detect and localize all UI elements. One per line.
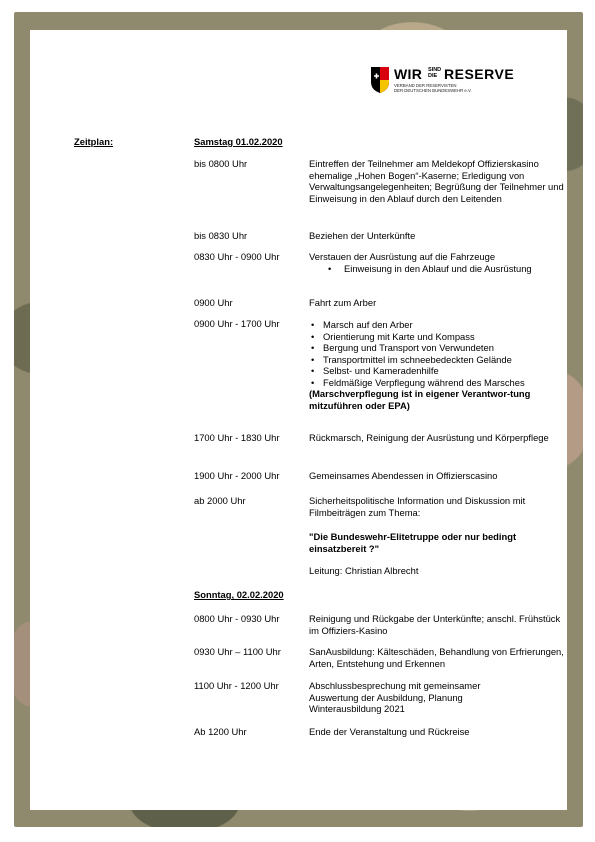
entry-time: 0900 Uhr - 1700 Uhr [194,318,280,329]
reservistenverband-logo [370,66,530,96]
entry-time: bis 0830 Uhr [194,230,248,241]
list-item: • Marsch auf den Arber [309,319,565,331]
entry-text: Rückmarsch, Reinigung der Ausrüstung und Körperpflege [309,432,549,443]
entry-time: 0800 Uhr - 0930 Uhr [194,613,280,624]
list-item: • Selbst- und Kameradenhilfe [309,365,565,377]
bold-note: (Marschverpflegung ist in eigener Verantwor-tung mitzuführen oder EPA) [309,388,531,411]
bullet-list [309,319,565,388]
entry-text: Verstauen der Ausrüstung auf die Fahrzeuge [309,251,496,262]
schedule-heading: Zeitplan: [74,136,114,147]
logo-reserve: RESERVE [444,66,515,82]
logo-sind-die: SIND DIE [428,67,442,79]
entry-text: Ende der Veranstaltung und Rückreise [309,726,470,737]
list-item: • Bergung und Transport von Verwundeten [309,342,565,354]
entry-time: ab 2000 Uhr [194,495,246,506]
day2-title: Sonntag, 02.02.2020 [194,589,284,600]
entry-text: Gemeinsames Abendessen in Offizierscasino [309,470,498,481]
bullet-list [309,263,565,275]
logo-verband-text: VERBAND DER RESERVISTEN DER DEUTSCHEN BUNDESWEHR e.V. [394,83,472,93]
entry-time: 1100 Uhr - 1200 Uhr [194,680,279,691]
list-item: • Orientierung mit Karte und Kompass [309,331,565,343]
entry-text: Fahrt zum Arber [309,297,377,308]
entry-time: 1700 Uhr - 1830 Uhr [194,432,280,443]
talk-lead: Leitung: Christian Albrecht [309,565,419,576]
shield-icon [370,66,390,94]
entry-time: Ab 1200 Uhr [194,726,247,737]
entry-text: Beziehen der Unterkünfte [309,230,416,241]
entry-time: 0900 Uhr [194,297,233,308]
list-item: • Feldmäßige Verpflegung während des Marsches [309,377,565,389]
entry-time: 1900 Uhr - 2000 Uhr [194,470,280,481]
entry-block [309,319,565,411]
entry-text: Sicherheitspolitische Information und Diskussion mit Filmbeiträgen zum Thema: [309,495,526,518]
list-item: • Einweisung in den Ablauf und die Ausrüstung [309,263,565,275]
entry-time: bis 0800 Uhr [194,158,248,169]
logo-wir: WIR [394,66,423,82]
talk-topic: "Die Bundeswehr-Elitetruppe oder nur bedingt einsatzbereit ?" [309,531,517,554]
entry-text: Reinigung und Rückgabe der Unterkünfte; anschl. Frühstück im Offiziers-Kasino [309,613,561,636]
entry-text: SanAusbildung: Kälteschäden, Behandlung von Erfrierungen, Arten, Entstehung und Erkennen [309,646,564,669]
day1-title: Samstag 01.02.2020 [194,136,283,147]
entry-time: 0830 Uhr - 0900 Uhr [194,251,280,262]
entry-block [309,251,565,274]
entry-text: Abschlussbesprechung mit gemeinsamer Auswertung der Ausbildung, Planung Winterausbildung 2021 [309,680,481,714]
entry-time: 0930 Uhr – 1100 Uhr [194,646,281,657]
list-item: • Transportmittel im schneebedeckten Gelände [309,354,565,366]
entry-text: Eintreffen der Teilnehmer am Meldekopf Offizierskasino ehemalige „Hohen Bogen“-Kaserne; Erledigung von Verwaltungsangelegenheiten; Begrüßung der Teilnehmer und Einweisung in den Ablauf durch den Leitenden [309,158,564,204]
